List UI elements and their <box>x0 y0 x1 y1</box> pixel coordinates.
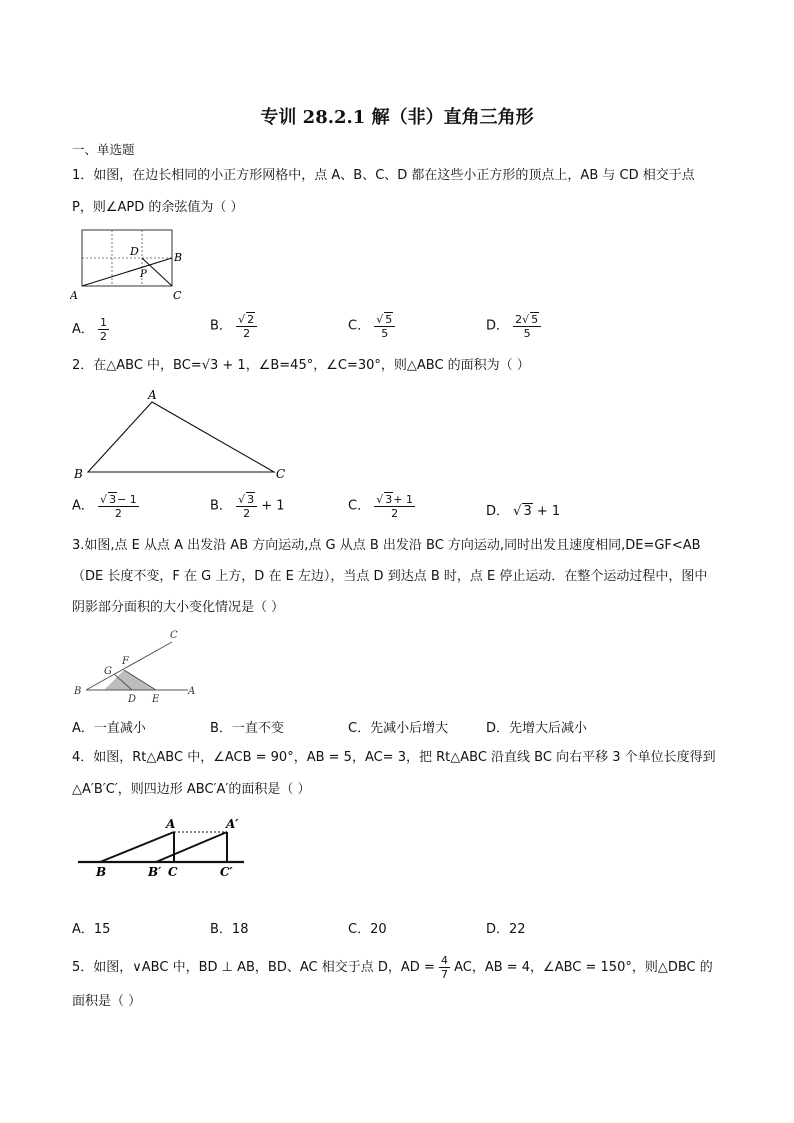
q2-option-c-letter: C． <box>348 498 371 514</box>
q1-option-a-fraction <box>98 316 109 343</box>
q2-option-c-den: 2 <box>391 507 399 520</box>
q2-option-a[interactable] <box>72 492 139 520</box>
q2-option-b-rad: 3 <box>247 493 255 506</box>
q5-fraction-num: 4 <box>440 954 448 967</box>
q5-fraction-den: 7 <box>440 968 448 981</box>
page-title: 专训 28.2.1 解（非）直角三角形 <box>260 107 534 128</box>
q4-segment-ab <box>100 832 174 862</box>
q2-option-a-rad: 3 <box>109 493 117 506</box>
q4-label-a-prime: A′ <box>226 817 239 831</box>
q4-text-line1: 4．如图，Rt△ABC 中，∠ACB = 90°，AB = 5，AC= 3，把 Rt△ABC 沿直线 BC 向右平移 3 个单位长度得到 <box>72 750 716 765</box>
q3-option-d[interactable]: D．先增大后减小 <box>486 721 588 736</box>
q2-option-c-fraction: $\frac{√ 3+ 1}{2}$ <box>376 493 413 520</box>
q4-option-c[interactable]: C．20 <box>348 922 387 937</box>
q3-label-c: C <box>170 630 178 641</box>
q3-label-f: F <box>122 656 129 667</box>
q4-text-line2: △A′B′C′，则四边形 ABC′A′的面积是（ ） <box>72 782 311 797</box>
section-heading: 一、单选题 <box>72 142 135 157</box>
q3-label-g: G <box>104 666 112 677</box>
q1-option-c-letter: C． <box>348 318 371 334</box>
q1-label-b: B <box>174 251 183 264</box>
q4-option-b[interactable]: B．18 <box>210 922 249 937</box>
q2-option-d-rad: 3 <box>523 504 532 519</box>
q2-option-b-den: 2 <box>243 507 251 520</box>
q1-option-a[interactable] <box>72 316 109 343</box>
q5-fraction <box>439 954 450 981</box>
q3-option-a[interactable]: A．一直减小 <box>72 721 146 736</box>
q1-label-p: P <box>140 269 147 280</box>
q2-option-d-letter: D． <box>486 504 510 519</box>
q4-label-c-prime: C′ <box>220 865 233 879</box>
q2-option-a-tail: − 1 <box>117 493 137 506</box>
q4-option-d[interactable]: D．22 <box>486 922 526 937</box>
q1-grid-figure <box>70 225 190 303</box>
q5-text-line2: 面积是（ ） <box>72 994 142 1009</box>
q1-option-d[interactable] <box>486 312 541 340</box>
q1-option-b-den: 2 <box>243 327 251 340</box>
q3-option-b[interactable]: B．一直不变 <box>210 721 284 736</box>
q1-label-a: A <box>70 289 78 302</box>
q1-option-d-coef: 2 <box>515 313 523 326</box>
q2-option-a-letter: A． <box>72 498 94 514</box>
q1-option-b-letter: B． <box>210 318 232 334</box>
q2-text-line1: 2．在△ABC 中，BC=√3 + 1，∠B=45°，∠C=30°，则△ABC 的面积为（ ） <box>72 358 530 373</box>
q1-option-b-rad: 2 <box>247 313 255 326</box>
q4-label-b-prime: B′ <box>148 865 162 879</box>
q2-triangle <box>88 402 274 472</box>
q1-segment-ab <box>82 258 172 286</box>
q3-text-line2: （DE 长度不变，F 在 G 上方，D 在 E 左边），当点 D 到达点 B 时，点 E 停止运动．在整个运动过程中，图中 <box>72 569 708 584</box>
q3-label-d: D <box>128 694 137 705</box>
q2-label-c: C <box>276 467 286 481</box>
q1-option-c-rad: 5 <box>385 313 393 326</box>
q1-option-d-letter: D． <box>486 318 510 334</box>
q2-option-c-rad: 3 <box>385 493 393 506</box>
q1-option-b[interactable] <box>210 312 257 340</box>
q2-label-a: A <box>148 388 157 402</box>
q3-label-e: E <box>152 694 160 705</box>
q2-option-b-letter: B． <box>210 498 232 514</box>
q1-option-a-num: 1 <box>100 316 108 329</box>
q2-label-b: B <box>74 467 83 481</box>
q2-option-b-after: + 1 <box>261 498 285 514</box>
q2-option-a-den: 2 <box>114 507 122 520</box>
q3-option-c[interactable]: C．先减小后增大 <box>348 721 449 736</box>
q2-option-b[interactable] <box>210 492 285 520</box>
q4-label-b: B <box>96 865 107 879</box>
q1-option-c-fraction: $\frac{√ 5}{5}$ <box>374 312 395 340</box>
q1-option-a-den: 2 <box>100 330 108 343</box>
q2-option-c-tail: + 1 <box>393 493 413 506</box>
q2-option-c[interactable] <box>348 492 415 520</box>
q1-option-c[interactable] <box>348 312 395 340</box>
q4-option-a[interactable]: A．15 <box>72 922 111 937</box>
q1-option-c-den: 5 <box>381 327 389 340</box>
q1-label-c: C <box>173 289 182 302</box>
q3-label-b: B <box>74 686 82 697</box>
q1-option-d-rad: 5 <box>531 313 539 326</box>
q4-segment-a2b2 <box>156 832 227 862</box>
q1-option-d-fraction: $\frac{2√ 5}{5}$ <box>513 312 541 340</box>
q2-option-d[interactable]: D． √ 3 + 1 <box>486 504 561 519</box>
q1-text-line2: P，则∠APD 的余弦值为（ ） <box>72 200 244 215</box>
q4-figure <box>70 812 260 880</box>
q5-text-line1 <box>72 954 713 981</box>
q2-option-a-fraction: $\frac{√ 3- 1}{2}$ <box>100 493 137 520</box>
q1-option-a-letter: A． <box>72 322 94 337</box>
q4-label-c: C <box>168 865 178 879</box>
q4-label-a: A <box>166 817 176 831</box>
q3-figure <box>70 626 210 706</box>
q1-option-d-den: 5 <box>523 327 531 340</box>
q2-option-b-fraction: $\frac{√ 3}{2}$ <box>236 492 257 520</box>
q2-triangle-figure <box>70 386 290 482</box>
q5-text-post: AC，AB = 4，∠ABC = 150°，则△DBC 的 <box>454 960 713 975</box>
q1-label-d: D <box>130 245 139 258</box>
q3-text-line3: 阴影部分面积的大小变化情况是（ ） <box>72 600 285 615</box>
q5-text-pre: 5．如图，∨ABC 中，BD ⊥ AB，BD、AC 相交于点 D，AD = <box>72 960 435 975</box>
q2-option-d-after: + 1 <box>536 504 561 519</box>
q3-text-line1: 3.如图,点 E 从点 A 出发沿 AB 方向运动,点 G 从点 B 出发沿 BC 方向运动,同时出发且速度相同,DE=GF<AB <box>72 538 701 553</box>
q1-text-line1: 1．如图，在边长相同的小正方形网格中，点 A、B、C、D 都在这些小正方形的顶点上，AB 与 CD 相交于点 <box>72 168 695 183</box>
q1-grid-lines <box>82 230 172 286</box>
q3-label-a: A <box>188 686 196 697</box>
q1-option-b-fraction: $\frac{√ 2}{2}$ <box>236 312 257 340</box>
